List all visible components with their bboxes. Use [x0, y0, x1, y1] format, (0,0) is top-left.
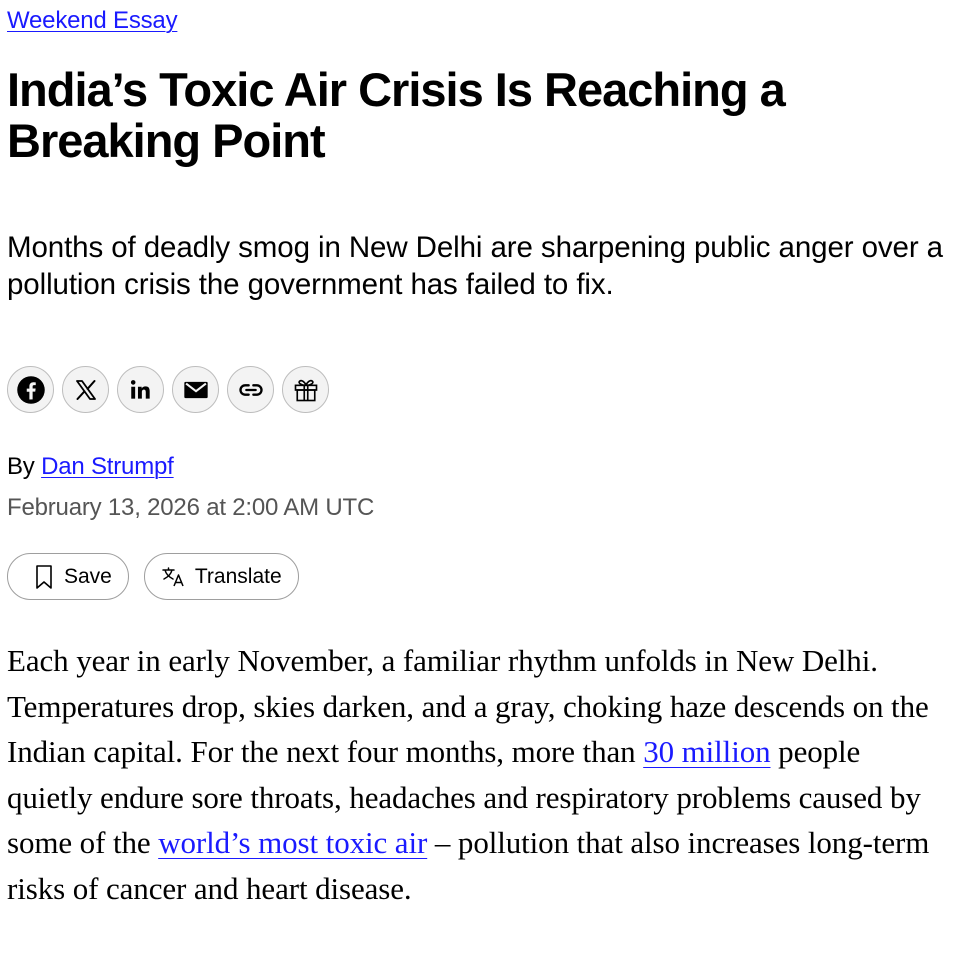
- share-bar: [7, 366, 329, 413]
- byline-prefix: By: [7, 453, 35, 480]
- translate-button[interactable]: [144, 553, 299, 600]
- facebook-icon: [16, 375, 46, 405]
- paragraph-text: people quietly endure sore throats, headaches and respiratory problems caused by some of the: [7, 734, 921, 860]
- x-icon: [74, 378, 98, 402]
- share-email-button[interactable]: [172, 366, 219, 413]
- share-facebook-button[interactable]: [7, 366, 54, 413]
- thirty-million-link[interactable]: 30 million: [643, 734, 771, 769]
- save-label: Save: [64, 564, 112, 588]
- bookmark-icon: [34, 564, 54, 590]
- email-icon: [182, 376, 210, 404]
- share-linkedin-button[interactable]: [117, 366, 164, 413]
- article-dek: Months of deadly smog in New Delhi are sharpening public anger over a pollution crisis the government has failed to fix.: [7, 231, 943, 301]
- toxic-air-link[interactable]: world’s most toxic air: [158, 825, 428, 860]
- gift-icon: [292, 376, 320, 404]
- copy-link-button[interactable]: [227, 366, 274, 413]
- paragraph-text: – pollution that also increases long-term risks of cancer and heart disease.: [7, 825, 930, 906]
- article-actions: [7, 553, 299, 600]
- save-button[interactable]: [7, 553, 129, 600]
- page-title: India’s Toxic Air Crisis Is Reaching a Breaking Point: [7, 63, 785, 167]
- linkedin-icon: [128, 377, 154, 403]
- share-x-button[interactable]: [62, 366, 109, 413]
- publish-date: February 13, 2026 at 2:00 AM UTC: [7, 494, 375, 521]
- author-link[interactable]: Dan Strumpf: [41, 453, 174, 480]
- article-paragraph: [7, 638, 953, 911]
- gift-article-button[interactable]: [282, 366, 329, 413]
- byline: [7, 453, 174, 481]
- translate-icon: [161, 565, 185, 589]
- link-icon: [237, 376, 265, 404]
- paragraph-text: Each year in early November, a familiar rhythm unfolds in New Delhi. Temperatures drop, skies darken, and a gray, choking haze descends on the Indian capital. For the next four months, more than: [7, 643, 929, 769]
- kicker-link[interactable]: Weekend Essay: [7, 7, 178, 34]
- translate-label: Translate: [194, 564, 282, 588]
